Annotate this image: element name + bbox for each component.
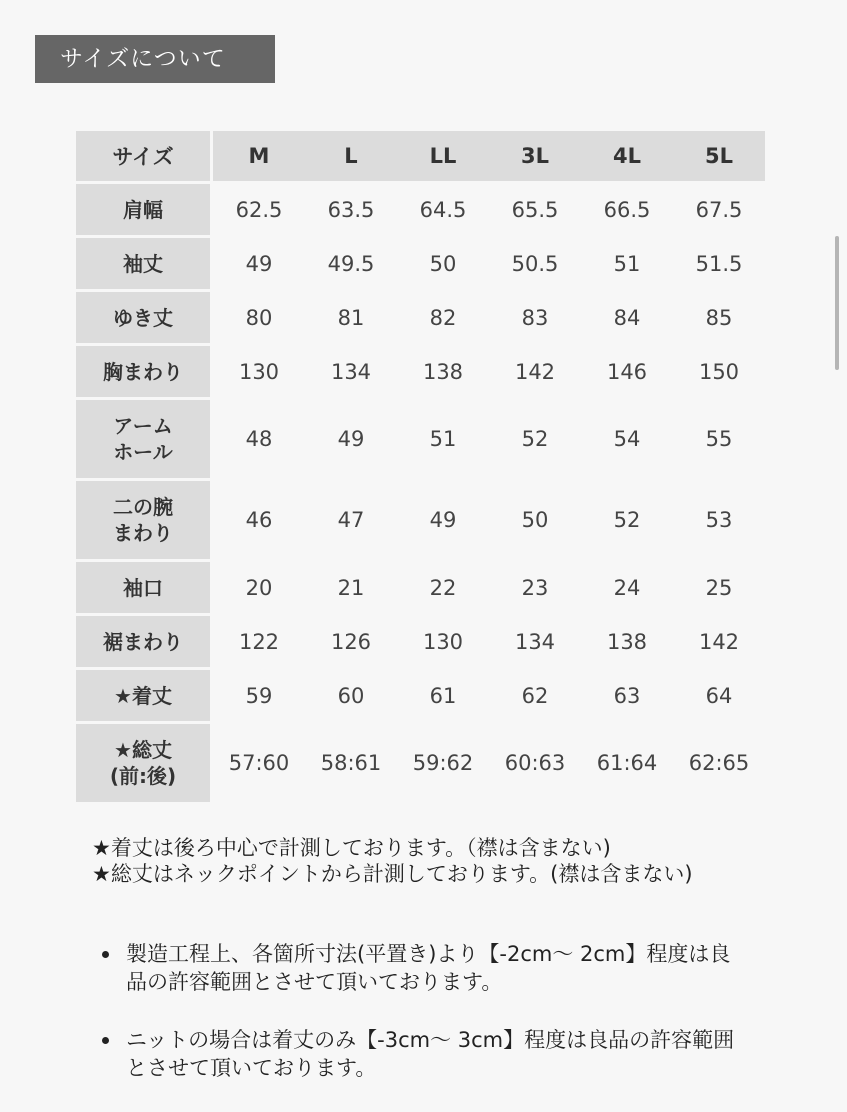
table-cell: 57:60 — [213, 724, 305, 802]
table-cell: 130 — [213, 346, 305, 397]
row-header: ゆき丈 — [76, 292, 213, 343]
table-cell: 23 — [489, 562, 581, 613]
row-header-line: (前:後) — [109, 764, 177, 788]
table-cell: 59:62 — [397, 724, 489, 802]
table-cell: 134 — [489, 616, 581, 667]
row-header: ★着丈 — [76, 670, 213, 721]
table-row — [76, 670, 765, 721]
list-item — [96, 1026, 746, 1082]
bullet-icon — [102, 1037, 109, 1044]
table-cell: 20 — [213, 562, 305, 613]
table-row — [76, 616, 765, 667]
table-corner-label: サイズ — [76, 131, 213, 181]
table-cell: 85 — [673, 292, 765, 343]
table-cell: 25 — [673, 562, 765, 613]
table-row — [76, 292, 765, 343]
row-header: 袖丈 — [76, 238, 213, 289]
table-cell: 130 — [397, 616, 489, 667]
row-header: 裾まわり — [76, 616, 213, 667]
table-cell: 60:63 — [489, 724, 581, 802]
table-cell: 48 — [213, 400, 305, 478]
table-cell: 64 — [673, 670, 765, 721]
table-row — [76, 400, 765, 478]
note-line: ★着丈は後ろ中心で計測しております。（襟は含まない) — [92, 836, 611, 860]
bullet-icon — [102, 951, 109, 958]
table-cell: 67.5 — [673, 184, 765, 235]
table-header-row — [76, 131, 765, 181]
table-cell: 55 — [673, 400, 765, 478]
tolerance-list — [96, 940, 746, 1112]
table-cell: 65.5 — [489, 184, 581, 235]
table-cell: 24 — [581, 562, 673, 613]
row-header-line: ホール — [113, 440, 173, 464]
table-cell: 122 — [213, 616, 305, 667]
column-header: 3L — [489, 131, 581, 181]
table-cell: 126 — [305, 616, 397, 667]
table-row — [76, 724, 765, 802]
column-header: M — [213, 131, 305, 181]
row-header-line: まわり — [113, 521, 173, 545]
note-line: ★総丈はネックポイントから計測しております。(襟は含まない) — [92, 862, 693, 886]
table-cell: 22 — [397, 562, 489, 613]
table-cell: 47 — [305, 481, 397, 559]
table-cell: 51 — [397, 400, 489, 478]
column-header: L — [305, 131, 397, 181]
table-cell: 142 — [489, 346, 581, 397]
row-header: 肩幅 — [76, 184, 213, 235]
table-row — [76, 346, 765, 397]
row-header: 胸まわり — [76, 346, 213, 397]
table-cell: 51 — [581, 238, 673, 289]
table-cell: 83 — [489, 292, 581, 343]
table-cell: 52 — [581, 481, 673, 559]
table-cell: 53 — [673, 481, 765, 559]
column-header: 4L — [581, 131, 673, 181]
table-cell: 50 — [397, 238, 489, 289]
table-cell: 49.5 — [305, 238, 397, 289]
table-cell: 62:65 — [673, 724, 765, 802]
table-cell: 150 — [673, 346, 765, 397]
table-cell: 51.5 — [673, 238, 765, 289]
table-row — [76, 238, 765, 289]
table-cell: 84 — [581, 292, 673, 343]
table-cell: 81 — [305, 292, 397, 343]
table-cell: 50.5 — [489, 238, 581, 289]
table-cell: 49 — [305, 400, 397, 478]
table-cell: 58:61 — [305, 724, 397, 802]
table-cell: 21 — [305, 562, 397, 613]
table-cell: 54 — [581, 400, 673, 478]
table-cell: 61:64 — [581, 724, 673, 802]
row-header — [76, 400, 213, 478]
row-header — [76, 481, 213, 559]
table-cell: 64.5 — [397, 184, 489, 235]
list-item-text: 製造工程上、各箇所寸法(平置き)より【-2cm～ 2cm】程度は良品の許容範囲とさせて頂いております。 — [126, 942, 731, 994]
column-header: LL — [397, 131, 489, 181]
scrollbar-thumb[interactable] — [835, 236, 839, 370]
table-cell: 62 — [489, 670, 581, 721]
measurement-notes — [92, 835, 752, 887]
table-cell: 134 — [305, 346, 397, 397]
row-header: 袖口 — [76, 562, 213, 613]
table-row — [76, 184, 765, 235]
list-item-text: ニットの場合は着丈のみ【-3cm～ 3cm】程度は良品の許容範囲とさせて頂いております。 — [126, 1028, 735, 1080]
section-title: サイズについて — [35, 35, 275, 83]
table-cell: 49 — [397, 481, 489, 559]
table-cell: 142 — [673, 616, 765, 667]
row-header-line: アーム — [113, 414, 173, 438]
table-cell: 80 — [213, 292, 305, 343]
table-cell: 60 — [305, 670, 397, 721]
row-header-line: ★総丈 — [114, 738, 172, 762]
table-cell: 61 — [397, 670, 489, 721]
list-item — [96, 940, 746, 996]
row-header — [76, 724, 213, 802]
table-cell: 59 — [213, 670, 305, 721]
table-cell: 63.5 — [305, 184, 397, 235]
table-cell: 52 — [489, 400, 581, 478]
row-header-line: 二の腕 — [113, 495, 173, 519]
size-table — [76, 128, 765, 805]
table-cell: 138 — [581, 616, 673, 667]
table-cell: 82 — [397, 292, 489, 343]
table-cell: 146 — [581, 346, 673, 397]
table-cell: 50 — [489, 481, 581, 559]
table-cell: 62.5 — [213, 184, 305, 235]
table-cell: 138 — [397, 346, 489, 397]
table-cell: 49 — [213, 238, 305, 289]
table-row — [76, 562, 765, 613]
table-cell: 66.5 — [581, 184, 673, 235]
table-cell: 63 — [581, 670, 673, 721]
table-cell: 46 — [213, 481, 305, 559]
table-row — [76, 481, 765, 559]
column-header: 5L — [673, 131, 765, 181]
